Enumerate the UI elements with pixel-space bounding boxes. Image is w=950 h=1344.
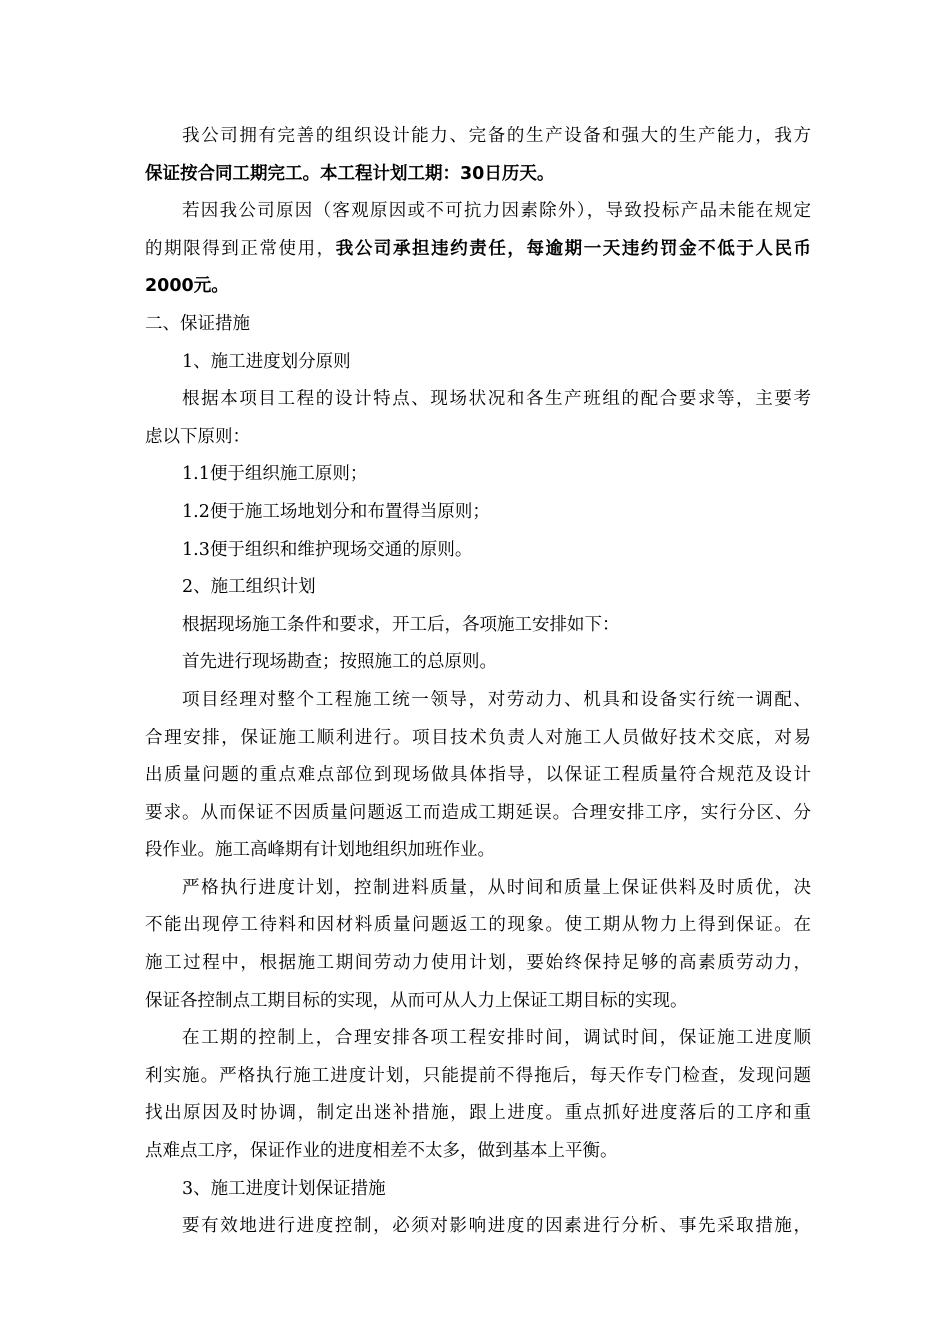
subsection-heading — [145, 569, 811, 607]
line-text: 要求。从而保证不因质量问题返工而造成工期延误。合理安排工序，实行分区、分 — [145, 802, 811, 823]
paragraph-line — [145, 607, 811, 645]
line-text: 1.3便于组织和维护现场交通的原则。 — [182, 539, 473, 560]
subsection-heading — [145, 1171, 811, 1209]
paragraph-line — [145, 682, 811, 720]
paragraph-line — [145, 907, 811, 945]
line-text: 3、施工进度计划保证措施 — [182, 1178, 386, 1199]
line-text: 1、施工进度划分原则 — [182, 351, 351, 372]
paragraph-line — [145, 419, 811, 457]
line-text: 虑以下原则： — [145, 426, 250, 447]
paragraph-line — [145, 1095, 811, 1133]
paragraph-line — [145, 118, 811, 156]
line-text: 若因我公司原因（客观原因或不可抗力因素除外），导致投标产品未能在规定 — [182, 201, 811, 222]
paragraph-line — [145, 644, 811, 682]
paragraph-line — [145, 1133, 811, 1171]
line-text: 点难点工序，保证作业的进度相差不太多，做到基本上平衡。 — [145, 1141, 618, 1162]
list-item — [145, 532, 811, 570]
section-heading — [145, 306, 811, 344]
line-text: 的期限得到正常使用， — [145, 238, 336, 259]
line-text: 1.1便于组织施工原则； — [182, 464, 368, 485]
list-item — [145, 494, 811, 532]
line-text: 项目经理对整个工程施工统一领导，对劳动力、机具和设备实行统一调配、 — [182, 689, 811, 710]
line-text: 不能出现停工待料和因材料质量问题返工的现象。使工期从物力上得到保证。在 — [145, 915, 811, 936]
line-text: 利实施。严格执行施工进度计划，只能提前不得拖后，每天作专门检查，发现问题 — [145, 1065, 811, 1086]
bold-text: 我公司承担违约责任，每逾期一天违约罚金不低于人民币 — [335, 238, 811, 259]
line-text: 根据本项目工程的设计特点、现场状况和各生产班组的配合要求等，主要考 — [182, 389, 811, 410]
bold-text: 2000元。 — [145, 276, 229, 297]
paragraph-line — [145, 156, 811, 194]
line-text: 施工过程中，根据施工期间劳动力使用计划，要始终保持足够的高素质劳动力， — [145, 953, 811, 974]
list-item — [145, 456, 811, 494]
paragraph-line — [145, 795, 811, 833]
paragraph-line — [145, 945, 811, 983]
line-text: 首先进行现场勘查；按照施工的总原则。 — [182, 652, 497, 673]
line-text: 在工期的控制上，合理安排各项工程安排时间，调试时间，保证施工进度顺 — [182, 1028, 811, 1049]
line-text: 根据现场施工条件和要求，开工后，各项施工安排如下： — [182, 614, 620, 635]
line-text: 严格执行进度计划，控制进料质量，从时间和质量上保证供料及时质优，决 — [182, 877, 811, 898]
line-text: 1.2便于施工场地划分和布置得当原则； — [182, 501, 490, 522]
paragraph-line — [145, 268, 811, 306]
paragraph-line — [145, 983, 811, 1021]
paragraph-line — [145, 1208, 811, 1246]
paragraph-line — [145, 381, 811, 419]
bold-text: 保证按合同工期完工。本工程计划工期：30日历天。 — [145, 163, 555, 184]
paragraph-line — [145, 193, 811, 231]
paragraph-line — [145, 720, 811, 758]
paragraph-line — [145, 1058, 811, 1096]
subsection-heading — [145, 344, 811, 382]
line-text: 保证各控制点工期目标的实现，从而可从人力上保证工期目标的实现。 — [145, 990, 688, 1011]
line-text: 要有效地进行进度控制，必须对影响进度的因素进行分析、事先采取措施， — [182, 1216, 811, 1237]
line-text: 我公司拥有完善的组织设计能力、完备的生产设备和强大的生产能力，我方 — [182, 126, 811, 146]
line-text: 出质量问题的重点难点部位到现场做具体指导，以保证工程质量符合规范及设计 — [145, 765, 811, 786]
paragraph-line — [145, 832, 811, 870]
paragraph-line — [145, 231, 811, 269]
line-text: 二、保证措施 — [145, 313, 250, 334]
document-body — [145, 118, 811, 1246]
line-text: 合理安排，保证施工顺利进行。项目技术负责人对施工人员做好技术交底，对易 — [145, 727, 811, 748]
line-text: 找出原因及时协调，制定出迷补措施，跟上进度。重点抓好进度落后的工序和重 — [145, 1103, 811, 1124]
line-text: 段作业。施工高峰期有计划地组织加班作业。 — [145, 840, 495, 861]
paragraph-line — [145, 757, 811, 795]
paragraph-line — [145, 1020, 811, 1058]
paragraph-line — [145, 870, 811, 908]
line-text: 2、施工组织计划 — [182, 577, 316, 598]
